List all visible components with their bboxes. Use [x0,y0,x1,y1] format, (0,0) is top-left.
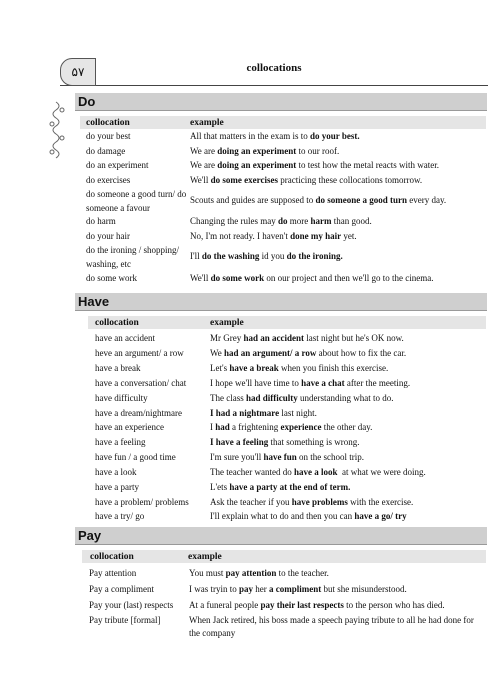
example-cell: I had a nightmare last night. [210,408,317,418]
example-cell: I'm sure you'll have fun on the school trip. [210,452,365,462]
pay-col-example: example [188,552,222,562]
pay-col-collocation: collocation [90,552,134,562]
collocation-cell: have a party [95,482,139,492]
example-cell: When Jack retired, his boss made a speech paying tribute to all he had done for the company [189,615,474,638]
do-col-collocation: collocation [86,118,130,128]
example-cell: I was tryin to pay her a compliment but she misunderstood. [189,584,407,594]
example-cell: I'll explain what to do and then you can have a go/ try [210,511,407,521]
have-col-collocation: collocation [95,318,139,328]
pay-column-header [82,550,486,563]
collocation-cell: Pay tribute [formal] [89,615,161,625]
example-cell: No, I'm not ready. I haven't done my hair yet. [190,231,357,241]
example-cell: Mr Grey had an accident last night but he's OK now. [210,333,404,343]
do-column-header [80,116,486,129]
collocation-cell: do damage [86,146,126,156]
example-cell: We'll do some work on our project and then we'll go to the cinema. [190,273,434,283]
example-cell: The class had difficulty understanding what to do. [210,393,394,403]
collocation-cell: have an experience [95,422,164,432]
table-row [86,187,486,215]
example-cell: We are doing an experiment to test how the metal reacts with water. [190,160,439,170]
section-heading-have: Have [75,293,487,311]
example-cell: The teacher wanted do have a look at what we were doing. [210,467,426,477]
example-cell: All that matters in the exam is to do your best. [190,131,360,141]
collocation-cell: do exercises [86,175,131,185]
collocation-cell: have a break [95,363,141,373]
example-cell: Ask the teacher if you have problems with the exercise. [210,497,414,507]
collocation-cell: have a conversation/ chat [95,378,187,388]
header-rule [60,85,488,86]
ornament-icon [46,100,72,166]
have-column-header [88,316,486,329]
page-number-tab: ۵۷ [60,58,96,86]
collocation-cell: do some work [86,273,137,283]
example-cell: Scouts and guides are supposed to do someone a good turn every day. [190,195,447,205]
collocation-cell: Pay attention [89,568,137,578]
collocation-cell: have a look [95,467,137,477]
have-col-example: example [210,318,244,328]
do-col-example: example [190,118,224,128]
example-cell: Changing the rules may do more harm than good. [190,216,372,226]
example-cell: I hope we'll have time to have a chat after the meeting. [210,378,411,388]
collocation-cell: do someone a good turn/ do someone a favour [86,189,187,213]
section-heading-do: Do [75,93,487,111]
example-cell: At a funeral people pay their last respects to the person who has died. [189,600,445,610]
collocation-cell: Pay a compliment [89,584,154,594]
page-title: collocations [246,62,302,74]
collocation-cell: have a problem/ problems [95,497,189,507]
collocation-cell: have a feeling [95,437,146,447]
example-cell: We'll do some exercises practicing these collocations tomorrow. [190,175,423,185]
example-cell: I'll do the washing id you do the ironing. [190,251,343,261]
example-cell: You must pay attention to the teacher. [189,568,329,578]
example-cell: I have a feeling that something is wrong. [210,437,360,447]
example-cell: I had a frightening experience the other day. [210,422,373,432]
example-cell: Let's have a break when you finish this exercise. [210,363,389,373]
collocation-cell: do your best [86,131,131,141]
collocation-cell: have an accident [95,333,155,343]
example-cell: We had an argument/ a row about how to fix the car. [210,348,407,358]
example-cell: L'ets have a party at the end of term. [210,482,351,492]
section-heading-pay: Pay [75,527,487,545]
collocation-cell: heve an argument/ a row [95,348,184,358]
collocation-cell: have difficulty [95,393,148,403]
collocation-cell: do harm [86,216,116,226]
collocation-cell: have a dream/nightmare [95,408,182,418]
collocation-cell: do the ironing / shopping/ washing, etc [86,245,179,269]
collocation-cell: Pay your (last) respects [89,600,174,610]
collocation-cell: have fun / a good time [95,452,176,462]
table-row [86,243,486,271]
example-cell: We are doing an experiment to our roof. [190,146,340,156]
page-header [60,58,488,86]
collocation-cell: have a try/ go [95,511,145,521]
collocation-cell: do your hair [86,231,130,241]
collocation-cell: do an experiment [86,160,149,170]
